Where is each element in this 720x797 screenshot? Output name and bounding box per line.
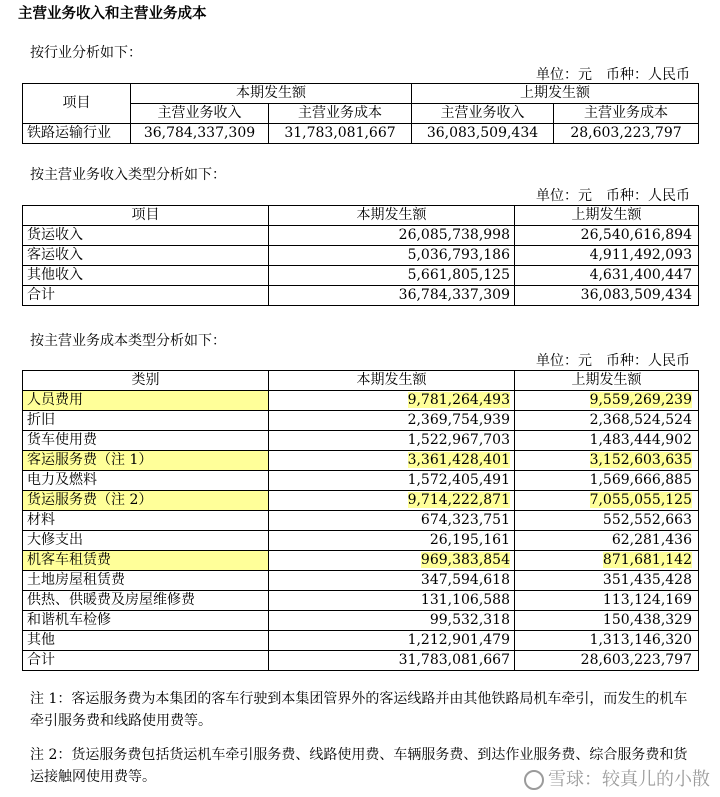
row-label: 货运收入 bbox=[23, 226, 269, 246]
table-row bbox=[23, 391, 699, 411]
cell-current: 9,714,222,871 bbox=[269, 491, 515, 511]
table-row bbox=[23, 246, 699, 266]
table-row bbox=[23, 266, 699, 286]
header-current: 本期发生额 bbox=[269, 371, 515, 391]
row-label: 货车使用费 bbox=[23, 431, 269, 451]
cell-prior: 1,569,666,885 bbox=[515, 471, 699, 491]
revenue-type-table bbox=[22, 205, 699, 306]
header-prior: 上期发生额 bbox=[412, 84, 699, 104]
page-title: 主营业务收入和主营业务成本 bbox=[18, 6, 207, 22]
row-label: 人员费用 bbox=[23, 391, 269, 411]
table-row bbox=[23, 551, 699, 571]
cell-prior: 552,552,663 bbox=[515, 511, 699, 531]
section2-unit: 单位：元 币种：人民币 bbox=[536, 188, 690, 204]
cell-current: 9,781,264,493 bbox=[269, 391, 515, 411]
industry-table bbox=[22, 83, 699, 144]
cell-prior: 9,559,269,239 bbox=[515, 391, 699, 411]
row-label: 货运服务费（注 2） bbox=[23, 491, 269, 511]
cell-current: 1,522,967,703 bbox=[269, 431, 515, 451]
cell-prior: 351,435,428 bbox=[515, 571, 699, 591]
row-label: 和谐机车检修 bbox=[23, 611, 269, 631]
table-row bbox=[23, 286, 699, 306]
cell-current: 969,383,854 bbox=[269, 551, 515, 571]
table-row bbox=[23, 591, 699, 611]
cell-prior: 28,603,223,797 bbox=[515, 651, 699, 671]
header-current-cost: 主营业务成本 bbox=[269, 104, 412, 124]
header-prior: 上期发生额 bbox=[515, 206, 699, 226]
cell-current: 1,212,901,479 bbox=[269, 631, 515, 651]
cell-current: 36,784,337,309 bbox=[269, 286, 515, 306]
cell-current: 2,369,754,939 bbox=[269, 411, 515, 431]
table-row bbox=[23, 511, 699, 531]
cell-current: 347,594,618 bbox=[269, 571, 515, 591]
cell-prior: 36,083,509,434 bbox=[515, 286, 699, 306]
cell-current: 5,661,805,125 bbox=[269, 266, 515, 286]
section3-unit: 单位：元 币种：人民币 bbox=[536, 353, 690, 369]
cell-prior: 7,055,055,125 bbox=[515, 491, 699, 511]
table-row bbox=[23, 531, 699, 551]
section1-unit: 单位：元 币种：人民币 bbox=[536, 67, 690, 83]
table-row bbox=[23, 471, 699, 491]
cell-prior: 62,281,436 bbox=[515, 531, 699, 551]
cell-current: 5,036,793,186 bbox=[269, 246, 515, 266]
cell-current: 3,361,428,401 bbox=[269, 451, 515, 471]
row-label: 材料 bbox=[23, 511, 269, 531]
row-label: 大修支出 bbox=[23, 531, 269, 551]
cell-current: 674,323,751 bbox=[269, 511, 515, 531]
cell-current: 131,106,588 bbox=[269, 591, 515, 611]
table-row bbox=[23, 611, 699, 631]
note-1: 注 1：客运服务费为本集团的客车行驶到本集团管界外的客运线路并由其他铁路局机车牵引，而发生的机车牵引服务费和线路使用费等。 bbox=[30, 691, 688, 729]
cost-type-table bbox=[22, 370, 699, 671]
table-row bbox=[23, 491, 699, 511]
table-row bbox=[23, 571, 699, 591]
table-row bbox=[23, 411, 699, 431]
row-label: 其他 bbox=[23, 631, 269, 651]
cell-current: 26,195,161 bbox=[269, 531, 515, 551]
row-label: 客运收入 bbox=[23, 246, 269, 266]
row-label: 铁路运输行业 bbox=[23, 124, 131, 144]
cell-prior: 4,911,492,093 bbox=[515, 246, 699, 266]
header-prior: 上期发生额 bbox=[515, 371, 699, 391]
section2-intro: 按主营业务收入类型分析如下： bbox=[30, 167, 226, 183]
cell-prior: 871,681,142 bbox=[515, 551, 699, 571]
row-label: 其他收入 bbox=[23, 266, 269, 286]
table-row bbox=[23, 651, 699, 671]
header-item: 项目 bbox=[23, 206, 269, 226]
cell-current-cost: 31,783,081,667 bbox=[269, 124, 412, 144]
row-label: 合计 bbox=[23, 651, 269, 671]
cell-prior: 4,631,400,447 bbox=[515, 266, 699, 286]
cell-prior-revenue: 36,083,509,434 bbox=[412, 124, 554, 144]
table-row bbox=[23, 431, 699, 451]
section1-intro: 按行业分析如下： bbox=[30, 45, 142, 61]
row-label: 电力及燃料 bbox=[23, 471, 269, 491]
table-row bbox=[23, 124, 699, 144]
cell-prior: 26,540,616,894 bbox=[515, 226, 699, 246]
header-current: 本期发生额 bbox=[131, 84, 412, 104]
watermark bbox=[524, 765, 710, 791]
header-prior-revenue: 主营业务收入 bbox=[412, 104, 554, 124]
row-label: 客运服务费（注 1） bbox=[23, 451, 269, 471]
cell-prior-cost: 28,603,223,797 bbox=[554, 124, 699, 144]
cell-current: 31,783,081,667 bbox=[269, 651, 515, 671]
header-category: 类别 bbox=[23, 371, 269, 391]
cell-prior: 1,483,444,902 bbox=[515, 431, 699, 451]
table-row bbox=[23, 631, 699, 651]
cell-prior: 3,152,603,635 bbox=[515, 451, 699, 471]
cell-prior: 2,368,524,524 bbox=[515, 411, 699, 431]
cell-prior: 150,438,329 bbox=[515, 611, 699, 631]
header-item: 项目 bbox=[23, 84, 131, 124]
row-label: 供热、供暖费及房屋维修费 bbox=[23, 591, 269, 611]
cell-current: 26,085,738,998 bbox=[269, 226, 515, 246]
table-row bbox=[23, 226, 699, 246]
header-current-revenue: 主营业务收入 bbox=[131, 104, 269, 124]
cell-current: 99,532,318 bbox=[269, 611, 515, 631]
cell-current: 1,572,405,491 bbox=[269, 471, 515, 491]
row-label: 机客车租赁费 bbox=[23, 551, 269, 571]
cell-prior: 1,313,146,320 bbox=[515, 631, 699, 651]
header-current: 本期发生额 bbox=[269, 206, 515, 226]
note-2: 注 2：货运服务费包括货运机车牵引服务费、线路使用费、车辆服务费、到达作业服务费、综合服务费和货运接触网使用费等。 bbox=[30, 747, 688, 785]
row-label: 土地房屋租赁费 bbox=[23, 571, 269, 591]
section3-intro: 按主营业务成本类型分析如下： bbox=[30, 333, 226, 349]
table-row bbox=[23, 451, 699, 471]
cell-prior: 113,124,169 bbox=[515, 591, 699, 611]
cell-current-revenue: 36,784,337,309 bbox=[131, 124, 269, 144]
header-prior-cost: 主营业务成本 bbox=[554, 104, 699, 124]
row-label: 合计 bbox=[23, 286, 269, 306]
snowball-logo-icon bbox=[524, 770, 544, 790]
watermark-text: 雪球：较真儿的小散 bbox=[548, 769, 710, 790]
row-label: 折旧 bbox=[23, 411, 269, 431]
